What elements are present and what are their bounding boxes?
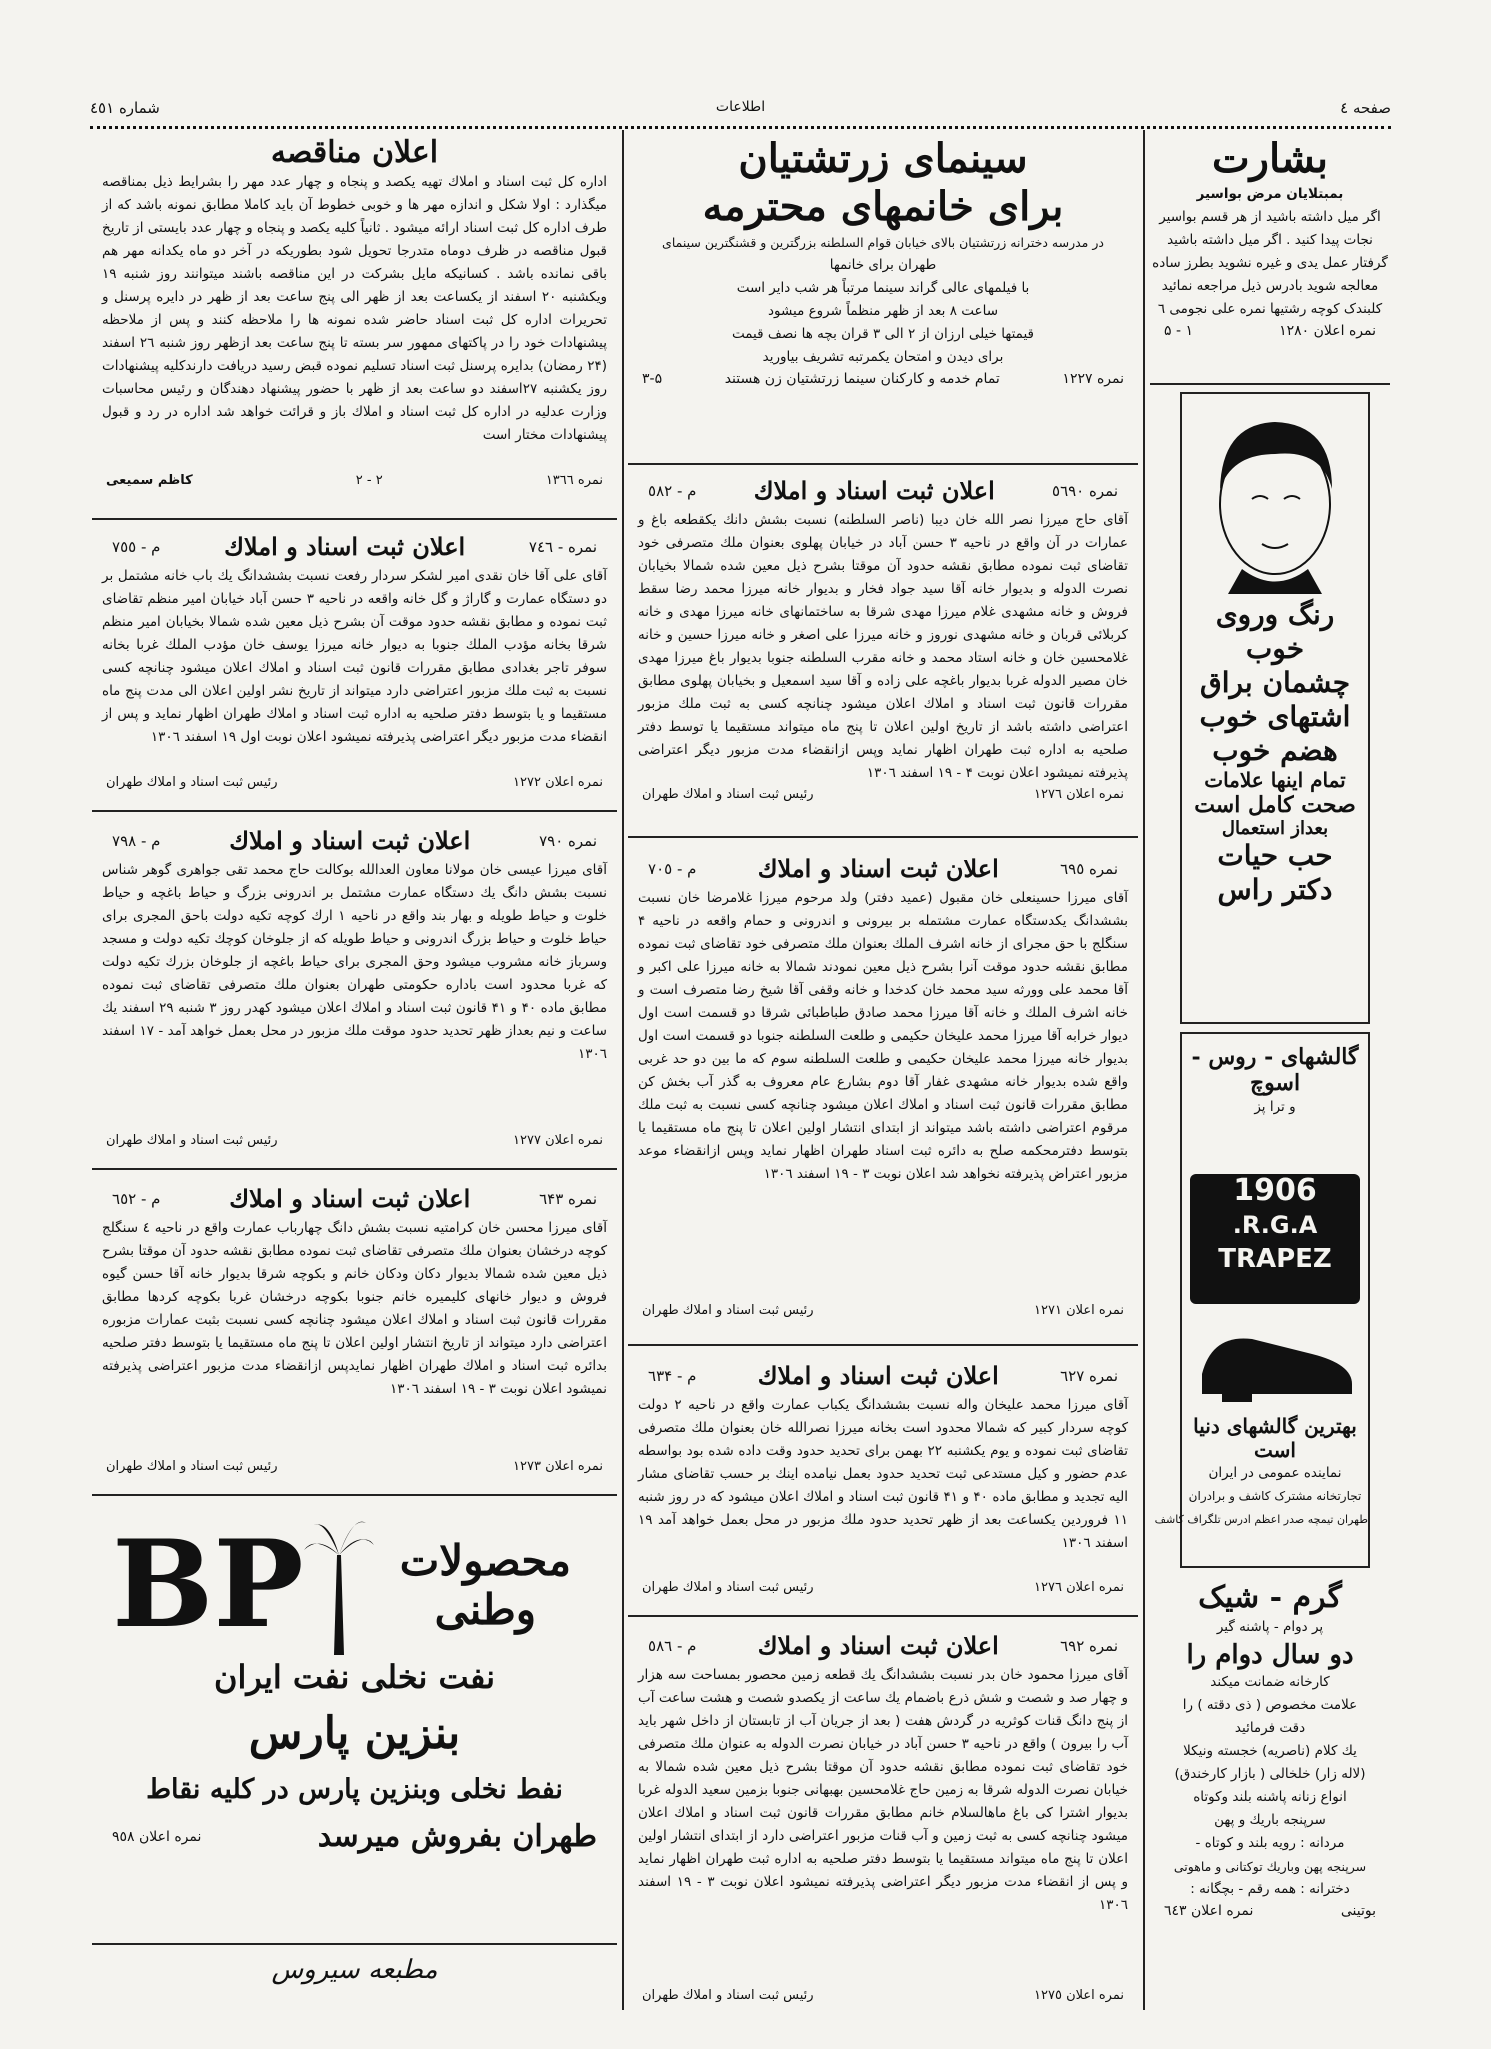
galosh-line: تجارتخانه مشترک کاشف و برادران — [1188, 1489, 1362, 1503]
pills-line: چشمان براق — [1199, 666, 1351, 699]
brand-name: TRAPEZ — [1218, 1244, 1332, 1274]
bp-ad — [92, 1505, 617, 1945]
notice-body: آقای حاج میرزا نصر الله خان دیبا (ناصر السلطنه) نسبت بشش دانك یکقطعه باغ و عمارات در آن واقع در ناحیه ۳ حسن آباد در خیابان پهلوی بعنوان ملك متصرفی خود تقاضای ثبت نموده مطابق نقشه حدود آن موقتا بشرح ذیل معین شده شمالا بخیابان نصرت الدوله و بدیوار خانه آقا سید جواد فخار و بدیوار خانه میرزا محمد رضا سقط فروش و خانه مشهدی غلام میرزا مهدی شرقا به ساختمانهای خانه میرزا مهدی و خانه کربلائی قربان و خانه مشهدی نوروز و خانه میرزا علی اصغر و خانه میرزا حسین و خانه غلامحسین خان و خانه استاد محمد و خانه مقرب السلطنه جنوبا بدیوار باغ میرزا مهدی خان مصیر الدوله غربا بدیوار باغچه علی زاده و آقا سید اسمعیل و بخیابان پهلوی مطابق مقررات قانون ثبت اسناد و املاك اعلان میشود چنانچه کسی به ثبت ملك مزبور اعتراضی داشته باشد از تاریخ اولین اعلان تا پنج ماه میتواند مستقیما یا توسط دفتر صلحیه به اداره ثبت طهران اظهار نماید وپس ازانقضاء مدت مزبور دیگر اعتراضی پذیرفته نمیشود اعلان نوبت ۴ - ۱۹ اسفند ۱۳۰٦ — [638, 512, 1128, 781]
garm-shik-line: (لاله زار) خلخالی ( بازار کارخندق) — [1174, 1766, 1366, 1782]
pills-line: اشتهای خوب — [1199, 700, 1351, 733]
garm-shik-promise: دو سال دوام را — [1186, 1640, 1354, 1670]
cinema-line: برای دیدن و امتحان یکمرتبه تشریف بیاورید — [762, 349, 1004, 365]
notice-number: نمره ٦۴۳ — [539, 1189, 597, 1208]
cinema-line: در مدرسه دخترانه زرتشتیان بالای خیابان قوام السلطنه بزرگترین و قشنگترین سینمای — [662, 235, 1104, 250]
paper-name: اطلاعات — [715, 99, 766, 115]
notice-ref: نمره اعلان ۱۲۷٦ — [1034, 1580, 1124, 1595]
besharat-ad — [1150, 135, 1390, 385]
notice-ref: نمره اعلان ۱۲۷٥ — [1034, 1988, 1124, 2003]
notice-code: م - ٥٨٢ — [648, 481, 697, 500]
notice-signature: رئیس ثبت اسناد و املاك طهران — [106, 1459, 278, 1474]
garm-shik-tagline: پر دوام - پاشنه گیر — [1216, 1619, 1324, 1635]
bp-logo: BP — [112, 1514, 304, 1655]
notice-signature: رئیس ثبت اسناد و املاك طهران — [106, 775, 278, 790]
notice-body: آقای میرزا محمود خان بدر نسبت بششدانگ یك قطعه زمین محصور بمساحت سه هزار و چهار صد و شصت و شش ذرع باضمام یك ساعت از یکصدو شصت و هشت ساعت آب از پنج دانگ قنات کوثریه در گردش هفت ( بعد از جریان آب از تابستان از داخل شهر باید آب را بیرون ) واقع در ناحیه ۳ حسن آباد در خیابان نصرت الدوله به عنوان ملك متصرفی خود تقاضای ثبت نموده مطابق نقشه حدود آن موقتا بشرح ذیل معین شده شمالا به خیابان نصرت الدوله شرقا به زمین حاج غلامحسین بهبهانی جنوبا بزمین سعید الدوله غربا بدیوار اشترا کی باغ ماهالسلام خانم مطابق مقررات قانون ثبت اسناد و املاك اعلان میشود چنانچه کسی به ثبت زمین و آب قنات مزبور اعتراضی دارد از ابتدای انتشار اولین اعلان تا پنج ماه میتواند مستقیما یا بتوسط دفتر صلحیه به اداره ثبت طهران اظهار نماید و پس از انقضاء مدت مزبور دیگر اعتراضی پذیرفته نمیشود اعلان نوبت ۳ - ۱۹ اسفند ۱۳۰٦ — [638, 1667, 1129, 1913]
notice-title: اعلان ثبت اسناد و املاك — [757, 1361, 999, 1390]
besharat-line: گرفتار عمل یدی و غیره نشوید بطرز ساده — [1152, 255, 1388, 271]
notice-number: نمره ٥٦٩٠ — [1052, 481, 1118, 500]
besharat-ref: نمره اعلان ۱۲۸۰ — [1279, 323, 1376, 339]
notice-title: اعلان ثبت اسناد و املاك — [757, 1631, 999, 1660]
registration-notice — [628, 1625, 1138, 2025]
woman-portrait-illustration — [1182, 394, 1368, 594]
cinema-code: ۳-۵ — [642, 371, 663, 387]
cinema-line: قیمتها خیلی ارزان از ۲ الی ۳ قران بچه ها نصف قیمت — [731, 326, 1034, 342]
notice-number: نمره ٦۹٥ — [1060, 859, 1118, 878]
bp-ref: نمره اعلان ۹٥٨ — [112, 1828, 202, 1845]
tender-title: اعلان مناقصه — [270, 135, 439, 170]
notice-signature: رئیس ثبت اسناد و املاك طهران — [642, 787, 814, 802]
bp-brand: بنزین پارس — [248, 1708, 461, 1759]
pills-line: تمام اینها علامات — [1204, 768, 1346, 792]
notice-ref: نمره اعلان ۱۲۷۱ — [1034, 1303, 1124, 1318]
bp-line2: طهران بفروش میرسد — [317, 1819, 597, 1854]
galosh-title: گالشهای - روس - اسوچ — [1191, 1044, 1359, 1096]
registration-notice — [628, 848, 1138, 1346]
tender-code: ۲ - ۲ — [355, 473, 383, 488]
pills-brand: دکتر راس — [1217, 873, 1333, 906]
tender-signature: کاظم سمیعی — [106, 473, 193, 488]
garm-shik-line: دخترانه : همه رقم - بچگانه : — [1190, 1881, 1350, 1897]
garm-shik-line: مردانه : رویه بلند و کوتاه - — [1195, 1835, 1345, 1851]
notice-body: آقای علی آقا خان نقدی امیر لشکر سردار رفعت نسبت بششدانگ یك باب خانه مشتمل بر دو دستگاه عمارت و گاراژ و گل خانه واقعه در ناحیه ۳ حسن آباد خیابان امیر منظم تقاضای ثبت نموده و مطابق نقشه حدود موقت آن بشرح ذیل معین شده شمالا بخیابان امیر منظم شرقا بخانه مؤدب الملك جنوبا به دیوار خانه میرزا یوسف خان مؤدب الملك غربا بخانه سوفر تاجر بغدادی مطابق مقررات قانون ثبت اسناد و املاك اعلان میشود چنانچه کسی نسبت به ثبت ملك مزبور اعتراضی دارد میتواند از تاریخ نشر اولین اعلان الی مدت پنج ماه مستقیما و یا بتوسط دفتر صلحیه به اداره ثبت اسناد و املاك طهران اظهار نماید و پس از انقضاء مدت مزبور دیگر اعتراضی پذیرفته نمیشود اعلان نوبت اول ۱۹ اسفند ۱۳۰٦ — [102, 568, 608, 745]
notice-title: اعلان ثبت اسناد و املاك — [753, 476, 995, 505]
cinema-line: طهران برای خانمها — [829, 257, 937, 273]
notice-body: آقای میرزا محسن خان کرامتیه نسبت بشش دانگ چهارباب عمارت واقع در ناحیه ٤ سنگلج کوچه درخشان بعنوان ملك متصرفی تقاضای ثبت نموده مطابق نقشه حدود آن موقتا بشرح ذیل معین شده شمالا بدیوار دکان ودکان خانم و بکوچه شرقا بدیوار خانه آقا حسن گیوه فروش و دیوار خانهای کلیمیره خانم جنوبا بکوچه درخشان غربا بکوچه کردها مطابق مقررات قانون ثبت اسناد و املاك اعلان میشود چنانچه کسی نسبت بثبت عمارات مزبوره اعتراضی دارد میتواند از تاریخ انتشار اولین اعلان تا پنج ماه مستقیما یا بتوسط دفتر صلحیه بدائره ثبت اسناد و املاك طهران اظهار نمایدپس ازانقضاء مدت مزبور اعتراضی پذیرفته نمیشود اعلان نوبت ۳ - ۱۹ اسفند ۱۳۰٦ — [102, 1220, 607, 1397]
registration-notice — [628, 1355, 1138, 1617]
garm-shik-line: سرپنجه باریك و پهن — [1214, 1812, 1326, 1828]
printer-footer — [92, 1955, 617, 2015]
besharat-title: بشارت — [1212, 135, 1328, 182]
notice-title: اعلان ثبت اسناد و املاك — [224, 532, 466, 561]
notice-code: م - ٧٠٥ — [648, 859, 697, 878]
notice-body: آقای میرزا محمد علیخان واله نسبت بششدانگ یکباب عمارت واقع در ناحیه ۲ دولت کوچه سردار کبیر که شمالا محدود است بخانه میرزا نصرالله خان بعنوان ملك متصرفی تقاضای ثبت نموده و یوم یکشنبه ۲۲ بهمن برای تحدید حدود وقت داده شده بود بواسطه عدم حضور و کیل مستدعی ثبت تحدید حدود بعمل نیامده اینك بر حسب تقاضای مشار الیه تجدید و مطابق ماده ۴۰ و ۴۱ قانون ثبت اسناد و املاك اعلان میشود که در روز شنبه ۱۱ فروردین یکساعت بعد از ظهر تحدید حدود ملك مزبور در محل بعمل خواهد آمد ۱۹ اسفند ۱۳۰٦ — [638, 1397, 1128, 1551]
trapez-logo — [1190, 1174, 1360, 1304]
tender-ref: نمره ۱۳٦٦ — [545, 473, 603, 488]
brand-code: R.G.A. — [1232, 1211, 1318, 1239]
notice-ref: نمره اعلان ۱۲۷٦ — [1034, 787, 1124, 802]
besharat-line: اگر میل داشته باشید از هر قسم بواسیر — [1159, 209, 1381, 225]
pills-line: صحت کامل است — [1194, 792, 1356, 818]
page-number: صفحه ٤ — [1340, 99, 1391, 117]
notice-code: م - ٧٥٥ — [112, 537, 161, 556]
besharat-subtitle: بمبتلایان مرض بواسیر — [1196, 186, 1344, 202]
notice-ref: نمره اعلان ۱۲۷۲ — [513, 775, 603, 790]
page-header — [90, 95, 1391, 125]
cinema-staff-note: تمام خدمه و کارکنان سینما زرتشتیان زن هستند — [724, 371, 1000, 387]
cinema-ad — [628, 135, 1138, 465]
galosh-line: طهران تیمچه صدر اعظم ادرس تلگراف کاشف — [1154, 1513, 1368, 1526]
notice-number: نمره ٦۹۲ — [1060, 1636, 1118, 1655]
garm-shik-line: علامت مخصوص ( ذی دقته ) را — [1182, 1697, 1358, 1713]
registration-notice — [92, 526, 617, 812]
notice-code: م - ٧۹٨ — [112, 831, 161, 850]
garm-shik-last-line: بوتینی — [1340, 1903, 1376, 1919]
garm-shik-title: گرم - شیک — [1198, 1580, 1342, 1615]
notice-number: نمره - ٧٤٦ — [528, 537, 597, 556]
garm-shik-line: یك کلام (ناصریه) خجسته ونیکلا — [1183, 1743, 1357, 1759]
notice-ref: نمره اعلان ۱۲۷۳ — [513, 1459, 603, 1474]
galosh-line: نماینده عمومی در ایران — [1208, 1465, 1342, 1481]
cinema-subtitle: برای خانمهای محترمه — [702, 183, 1064, 230]
palm-tree-icon — [304, 1515, 374, 1655]
bp-title: محصولات وطنی — [399, 1536, 571, 1634]
column-divider-left — [622, 130, 624, 2010]
notice-signature: رئیس ثبت اسناد و املاك طهران — [642, 1580, 814, 1595]
pills-ad — [1180, 392, 1370, 1024]
notice-body: آقای میرزا عیسی خان مولانا معاون العدالله بوکالت حاج محمد تقی جواهری گوهر شناس نسبت بشش دانگ یك دستگاه عمارت مشتمل بر اندرونی بزرگ و حیاط باغچه و حیاط خلوت و حیاط طویله و بهار بند واقع در ناحیه ۱ ارك کوچه تکیه دولت باحق المجری برای حیاط خلوت و حیاط بزرگ اندرونی و حیاط طویله که از جلوخان کوچك تکیه دولت و مسجد وسرباز خانه مشروب میشود وحق المجری برای حیاط باغچه از جلوخان بزرك تکیه دولت که غربا محدود است باداره حکومتی طهران بعنوان ملك متصرفی تقاضای ثبت نموده مطابق ماده ۴۰ و ۴۱ قانون ثبت اسناد و املاك اعلان میشود کهدر روز ۳ شنبه ۲۹ اسفند یك ساعت و نیم بعداز ظهر تحدید حدود موقت ملك مزبور در محل بعمل خواهد آمد - ۱٧ اسفند ۱۳۰٦ — [102, 862, 607, 1062]
garm-shik-ad — [1150, 1580, 1390, 2020]
notice-signature: رئیس ثبت اسناد و املاك طهران — [642, 1303, 814, 1318]
registration-notice — [92, 820, 617, 1170]
tender-notice — [92, 135, 617, 520]
besharat-line: کلبندک کوچه رشتیها نمره علی نجومی ٦ — [1157, 301, 1383, 317]
besharat-line: معالجه شوید بادرس ذیل مراجعه نمائید — [1161, 278, 1379, 294]
notice-title: اعلان ثبت اسناد و املاك — [757, 854, 999, 883]
header-divider — [90, 126, 1391, 129]
notice-number: نمره ٦۲۷ — [1060, 1366, 1118, 1385]
notice-code: م - ٦٥۲ — [112, 1189, 161, 1208]
garm-shik-line: انواع زنانه پاشنه بلند وکوتاه — [1193, 1789, 1347, 1805]
notice-signature: رئیس ثبت اسناد و املاك طهران — [106, 1133, 278, 1148]
garm-shik-line: سرپنجه پهن وباریك توکتانی و ماهوتی — [1173, 1859, 1367, 1874]
column-divider-right — [1143, 130, 1145, 2010]
notice-ref: نمره اعلان ۱۲۷٧ — [513, 1133, 603, 1148]
pills-line: هضم خوب — [1212, 734, 1338, 767]
galosh-shoe-illustration — [1192, 1314, 1362, 1404]
cinema-line: با فیلمهای عالی گراند سینما مرتباً هر شب دایر است — [736, 280, 1030, 296]
pills-line: رنگ وروی خوب — [1215, 598, 1335, 665]
notice-number: نمره ٧۹٠ — [539, 831, 597, 850]
cinema-line: ساعت ۸ بعد از ظهر منظماً شروع میشود — [767, 303, 999, 319]
notice-title: اعلان ثبت اسناد و املاك — [229, 1184, 471, 1213]
notice-title: اعلان ثبت اسناد و املاك — [229, 826, 471, 855]
galosh-slogan: بهترین گالشهای دنیا است — [1193, 1414, 1357, 1462]
cinema-ref: نمره ۱۲۲۷ — [1062, 371, 1124, 387]
besharat-line: نجات پیدا کنید . اگر میل داشته باشید — [1167, 232, 1373, 248]
notice-code: م - ٦۳۴ — [648, 1366, 697, 1385]
pills-line: بعداز استعمال — [1221, 818, 1329, 839]
bp-line1: نفط نخلی وبنزین پارس در کلیه نقاط — [146, 1774, 563, 1805]
issue-number: شماره ٤٥١ — [90, 99, 160, 117]
pills-product: حب حیات — [1217, 839, 1333, 872]
tender-body: اداره کل ثبت اسناد و املاك تهیه یکصد و پنجاه و چهار عدد مهر را بشرایط ذیل بمناقصه میگذارد : اولا شکل و اندازه مهر ها و خوبی خطوط آن باید کاملا مطابق نمونه باشد که از طرف اداره کل ثبت اسناد ارائه میشود . ثانیاً کلیه یکصد و پنجاه و چهار عدد بایستی از تاریخ قبول مناقصه در ظرف دوماه متدرجا تحویل شود بطوریکه در آخر دو ماه یکدانه مهر هم باقی نمانده باشد . کسانیکه مایل بشرکت در این مناقصه باشند میتوانند روز شنبه ۱۹ ویکشنبه ۲۰ اسفند از یکساعت بعد از ظهر الی پنج ساعت بعد از ظهر در دایره پرسنل و تحریرات اداره کل ثبت اسناد حاضر شده نمونه ها را ملاحظه کنند و پس از ملاحظه پیشنهادات خود را در پاکتهای ممهور سر بسته تا پنج ساعت بعد ازظهر روز شنبه ۲٦ اسفند (۲۴ رمضان) بدایره پرسنل ثبت اسناد تسلیم نموده قبض رسید دریافت دارندکلیه پیشنهادات روز یکشنبه ۲۷اسفند دو ساعت بعد از ظهر با حضور پیشنهاد دهندگان و رئیس محاسبات وزارت عدلیه در اداره کل ثبت اسناد و املاك باز و قرائت خواهد شد اداره در رد و قبول پیشنهادات مختار است — [102, 174, 608, 443]
galosh-subtitle: و ترا پز — [1254, 1099, 1296, 1115]
besharat-code: ۱ - ۵ — [1164, 323, 1194, 339]
bp-subtitle: نفت نخلی نفت ایران — [213, 1658, 496, 1696]
cinema-title: سینمای زرتشتیان — [738, 135, 1028, 182]
notice-code: م - ٥٨٦ — [648, 1636, 697, 1655]
printer-name: مطبعه سیروس — [271, 1955, 438, 1985]
notice-body: آقای میرزا حسینعلی خان مقبول (عمید دفتر) ولد مرحوم میرزا غلامرضا خان نسبت بششدانگ یکدستگاه عمارت مشتمله بر بیرونی و اندرونی و حمام واقعه در ناحیه ۴ سنگلج با حق مجرای از خانه اشرف الملك بعنوان ملك متصرفی خود تقاضای ثبت نموده مطابق نقشه حدود موقت آنرا بشرح ذیل معین نمودند شمالا به خانه میرزا علی اکبر و آقا محمد علی وورثه سید محمد خان کدخدا و خانه وقفی آقا شیخ رضا متصرف است و خانه اشرف الملك و خانه آقا میرزا محمد صادق طباطبائی شرقا دو قسمت است اول دیوار خرابه آقا میرزا محمد علیخان حکیمی و طلعت السلطنه جنوبا دو قسمت است اول بدیوار خانه میرزا محمد علیخان حکیمی و طلعت السلطنه سوم که ما بین دو حد غربی واقع شده بدیوار خانه مشهدی غفار آقا دوم بشارع عام معروف به گذر آب بخش کن مطابق مقررات قانون ثبت اسناد و املاك اعلان میشود چنانچه کسی نسبت به ثبت ملك مرقوم اعتراضی داشته باشد میتواند از ابتدای انتشار اولین اعلان تا پنج ماه مستقیما یا بتوسط دفترمحکمه صلح به دائره ثبت اسناد طهران اظهار نماید وپس ازانقضاء موعد مزبور اعتراض پذیرفته نخواهد شد اعلان نوبت ۳ - ۱۹ اسفند ۱۳۰٦ — [638, 890, 1128, 1182]
galosh-ad — [1154, 1032, 1370, 1568]
garm-shik-line: کارخانه ضمانت میکند — [1210, 1674, 1330, 1690]
registration-notice — [92, 1178, 617, 1496]
notice-signature: رئیس ثبت اسناد و املاك طهران — [642, 1988, 814, 2003]
garm-shik-ref: نمره اعلان ٦٤٣ — [1164, 1903, 1254, 1919]
brand-year: 1906 — [1233, 1173, 1317, 1208]
registration-notice — [628, 470, 1138, 838]
garm-shik-line: دقت فرمائید — [1234, 1720, 1306, 1736]
